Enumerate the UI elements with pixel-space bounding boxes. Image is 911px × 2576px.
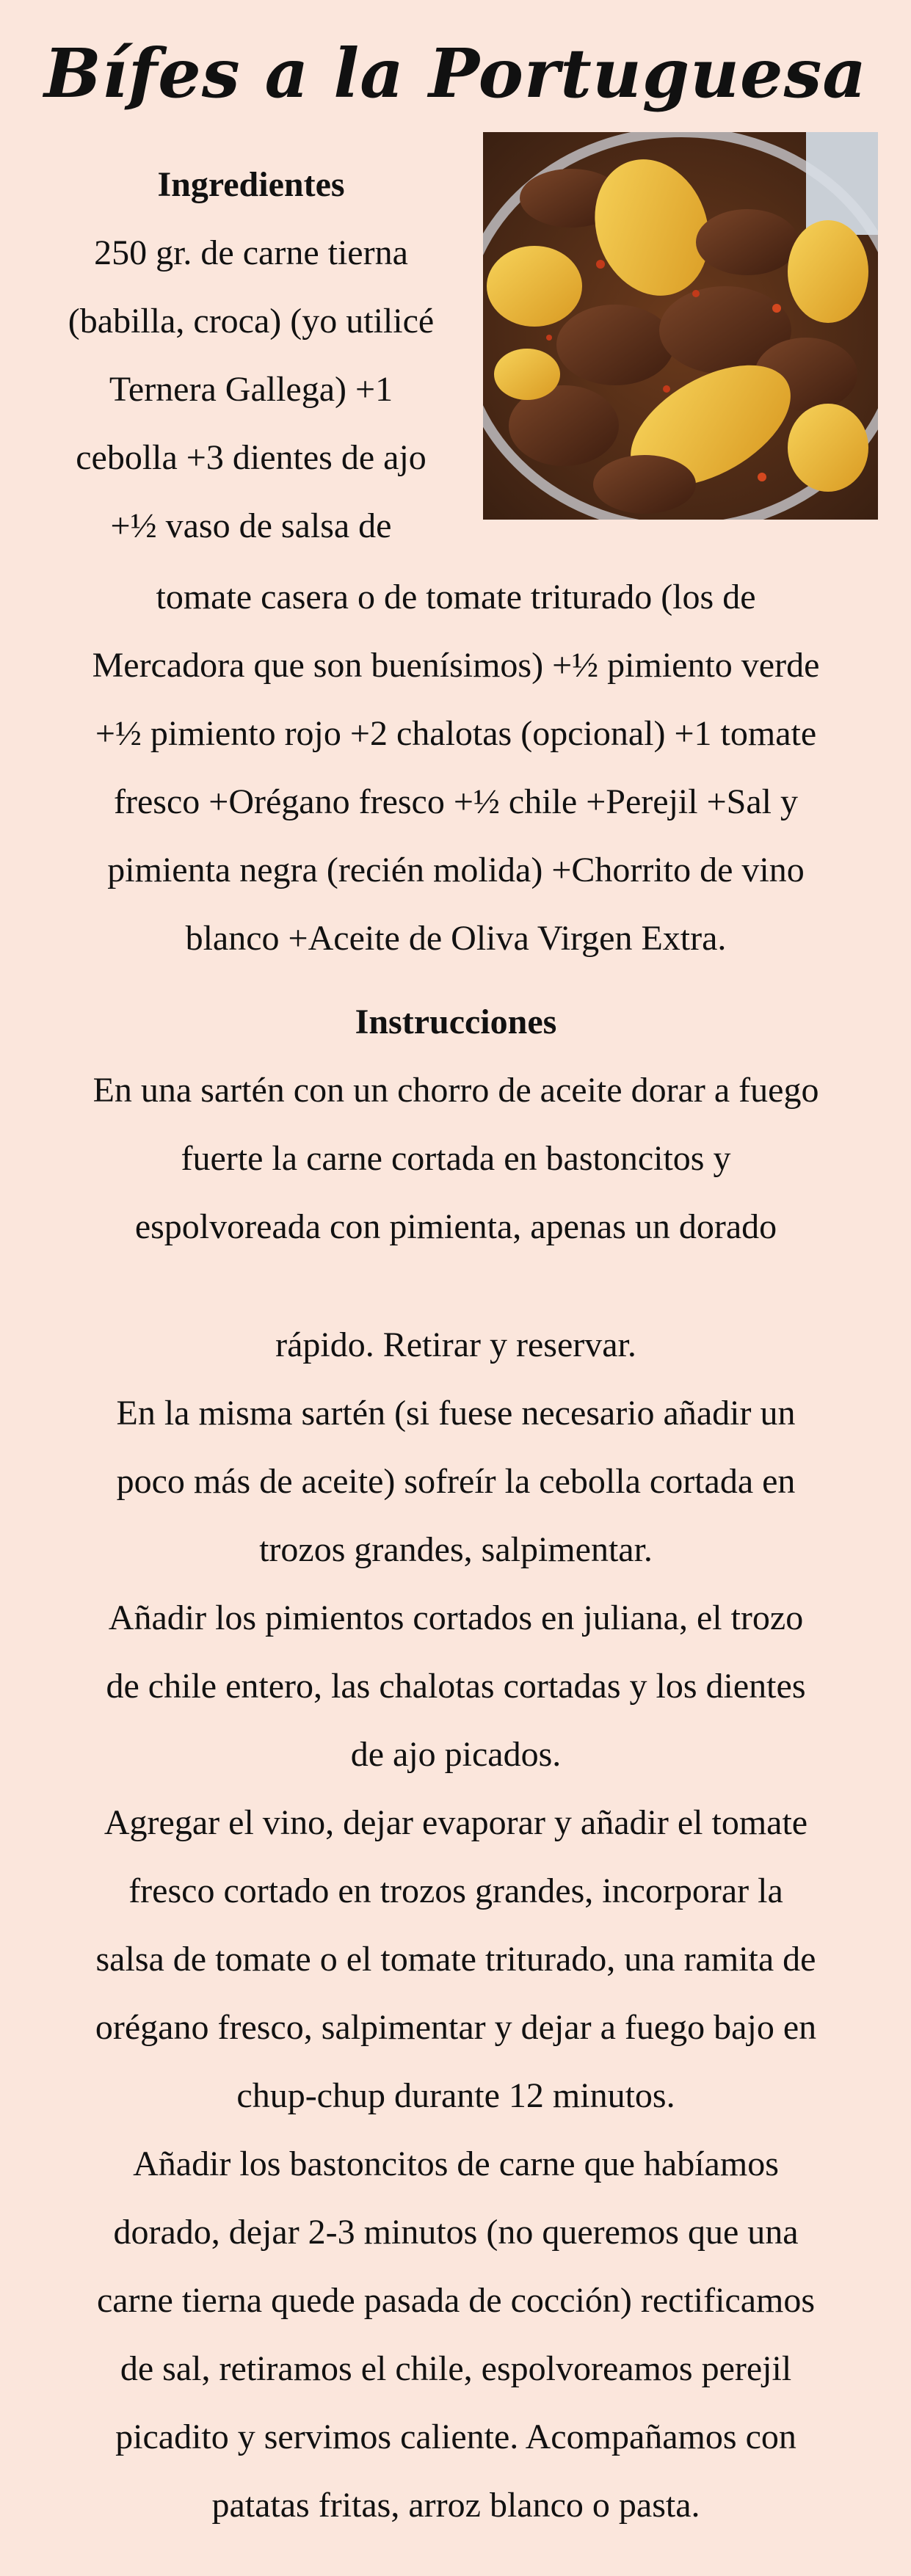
instruction-line: espolvoreada con pimienta, apenas un dorado [134, 1207, 777, 1246]
instruction-line: rápido. Retirar y reservar. [275, 1325, 636, 1364]
instruction-line: orégano fresco, salpimentar y dejar a fuego bajo en [95, 2008, 817, 2047]
ingredient-line: blanco +Aceite de Oliva Virgen Extra. [185, 919, 727, 958]
ingredient-line: cebolla +3 dientes de ajo [76, 438, 427, 477]
instruction-line: de sal, retiramos el chile, espolvoreamos perejil [120, 2349, 792, 2388]
instruction-line: Añadir los pimientos cortados en juliana, el trozo [108, 1598, 804, 1637]
instruction-line: de chile entero, las chalotas cortadas y los dientes [106, 1667, 806, 1706]
dish-photo-illustration [483, 132, 878, 520]
instruction-line: En la misma sartén (si fuese necesario añadir un [116, 1394, 796, 1433]
recipe-title: Bífes a la Portuguesa [44, 34, 867, 113]
ingredient-line: +½ vaso de salsa de [110, 506, 392, 545]
ingredients-column [29, 150, 473, 560]
instruction-line: trozos grandes, salpimentar. [259, 1530, 653, 1569]
instruction-line: picadito y servimos caliente. Acompañamos con [115, 2417, 796, 2456]
instruction-line: carne tierna quede pasada de cocción) rectificamos [96, 2281, 816, 2320]
ingredient-line: pimienta negra (recién molida) +Chorrito de vino [107, 851, 805, 889]
instruction-line: fuerte la carne cortada en bastoncitos y [181, 1139, 731, 1178]
ingredient-line: (babilla, croca) (yo utilicé [68, 302, 435, 341]
instruction-line: Añadir los bastoncitos de carne que habíamos [133, 2144, 779, 2183]
ingredient-line: Mercadora que son buenísimos) +½ pimiento verde [92, 646, 820, 685]
instruction-line: Agregar el vino, dejar evaporar y añadir el tomate [104, 1803, 808, 1842]
ingredients-heading: Ingredientes [157, 165, 345, 204]
ingredients-continued [29, 563, 882, 972]
instructions-section [22, 988, 890, 2539]
instruction-line: salsa de tomate o el tomate triturado, una ramita de [95, 1940, 816, 1979]
instructions-heading: Instrucciones [355, 1003, 557, 1041]
instruction-line: En una sartén con un chorro de aceite dorar a fuego [92, 1071, 819, 1110]
instruction-line: chup-chup durante 12 minutos. [236, 2076, 675, 2115]
instruction-line: dorado, dejar 2-3 minutos (no queremos que una [113, 2213, 799, 2252]
ingredient-line: +½ pimiento rojo +2 chalotas (opcional) +1 tomate [95, 714, 817, 753]
ingredient-line: 250 gr. de carne tierna [94, 233, 408, 272]
paragraph-gap [22, 1261, 890, 1311]
instruction-line: patatas fritas, arroz blanco o pasta. [211, 2486, 700, 2525]
ingredient-line: tomate casera o de tomate triturado (los de [156, 578, 756, 616]
instruction-line: fresco cortado en trozos grandes, incorporar la [128, 1871, 783, 1910]
instruction-line: de ajo picados. [350, 1735, 562, 1774]
instruction-line: poco más de aceite) sofreír la cebolla cortada en [116, 1462, 796, 1501]
ingredient-line: Ternera Gallega) +1 [109, 370, 393, 409]
ingredient-line: fresco +Orégano fresco +½ chile +Perejil +Sal y [114, 782, 798, 821]
dish-photo [483, 132, 878, 520]
